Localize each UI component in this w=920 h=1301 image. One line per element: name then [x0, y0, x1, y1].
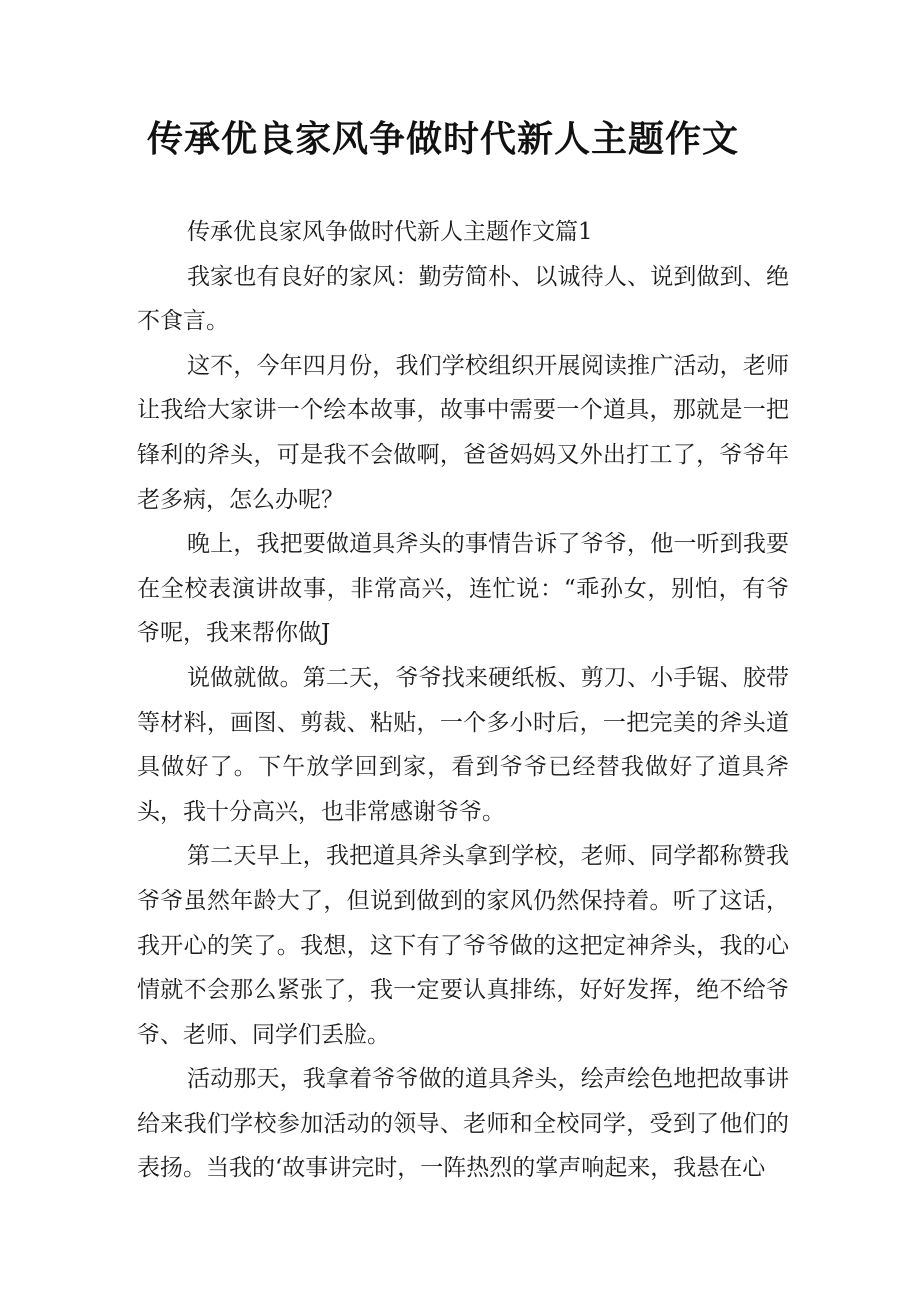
paragraph: 晚上，我把要做道具斧头的事情告诉了爷爷，他一听到我要在全校表演讲故事，非常高兴，连忙说：“乖孙女，别怕，有爷爷呢，我来帮你做J	[137, 531, 789, 647]
paragraph: 第二天早上，我把道具斧头拿到学校，老师、同学都称赞我爷爷虽然年龄大了，但说到做到的家风仍然保持着。听了这话，我开心的笑了。我想，这下有了爷爷做的这把定神斧头，我的心情就不会那么紧张了，我一定要认真排练，好好发挥，绝不给爷爷、老师、同学们丢脸。	[137, 843, 789, 1048]
paragraph: 说做就做。第二天，爷爷找来硬纸板、剪刀、小手锯、胶带等材料，画图、剪裁、粘贴，一个多小时后，一把完美的斧头道具做好了。下午放学回到家，看到爷爷已经替我做好了道具斧头，我十分高兴，也非常感谢爷爷。	[137, 664, 789, 825]
paragraph: 我家也有良好的家风：勤劳简朴、以诚待人、说到做到、绝不食言。	[137, 263, 789, 335]
paragraph: 活动那天，我拿着爷爷做的道具斧头，绘声绘色地把故事讲给来我们学校参加活动的领导、老师和全校同学，受到了他们的表扬。当我的‘故事讲完时，一阵热烈的掌声响起来，我悬在心	[137, 1066, 789, 1182]
section-heading: 传承优良家风争做时代新人主题作文篇1	[187, 219, 593, 245]
document-body	[137, 210, 789, 1191]
paragraph: 这不，今年四月份，我们学校组织开展阅读推广活动，老师让我给大家讲一个绘本故事，故事中需要一个道具，那就是一把锋利的斧头，可是我不会做啊，爸爸妈妈又外出打工了，爷爷年老多病，怎么办呢？	[137, 352, 789, 513]
document-title: 传承优良家风争做时代新人主题作文	[146, 119, 739, 160]
